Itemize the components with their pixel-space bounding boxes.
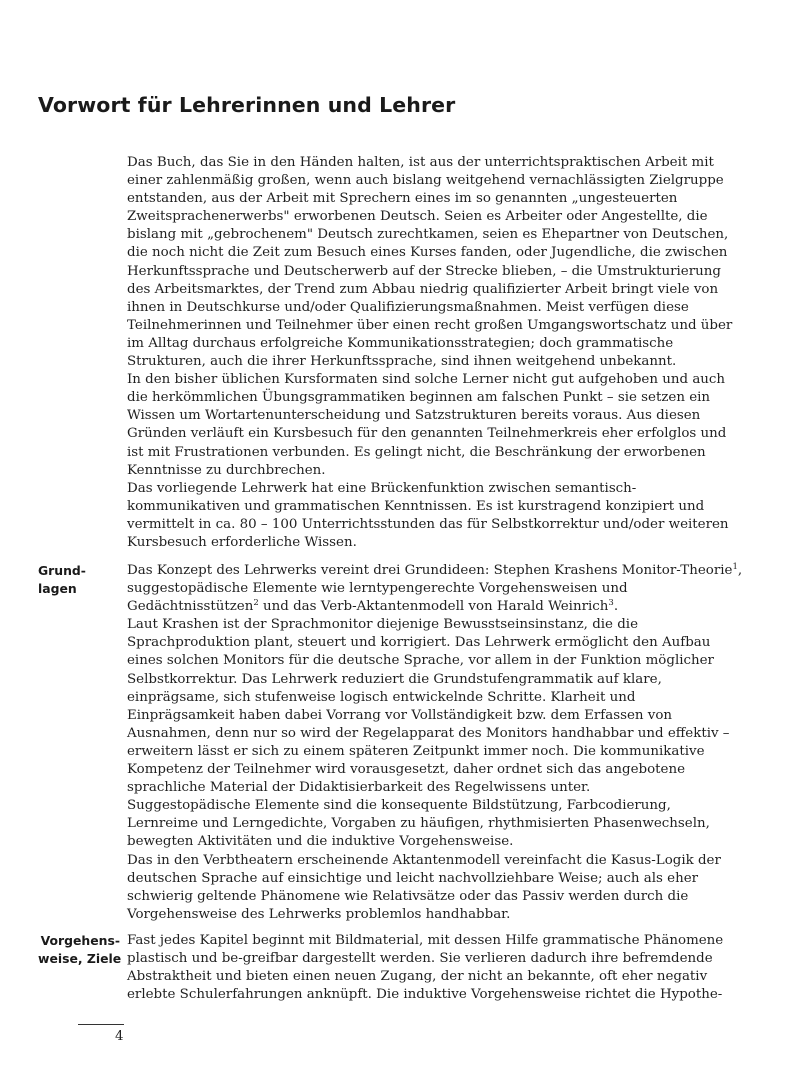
footnote-ref-2: 2 (253, 598, 259, 609)
intro-paragraph-3: Das vorliegende Lehrwerk hat eine Brückenfunktion zwischen semantisch-kommunikativen und grammatischen Kenntnissen. Es ist kurstragend konzipiert und vermittelt in ca. 80 – 100 Unterrichtsstunden das für Selbstkorrektur und/oder weiteren Kursbesuch erforderliche Wissen. (127, 480, 729, 550)
text-run: , suggestopädische Elemente wie lerntypengerechte Vorgehensweisen und Gedächtnisstützen (127, 563, 743, 615)
section-label-line: Grund- (38, 563, 86, 578)
grundlagen-section (127, 562, 743, 924)
section-label-grundlagen (38, 562, 122, 598)
footnote-ref-3: 3 (608, 598, 614, 609)
intro-paragraph-2: In den bisher üblichen Kursformaten sind solche Lerner nicht gut aufgehoben und auch die herkömmlichen Übungsgrammatiken beginnen am falschen Punkt – sie setzen ein Wissen um Wortartenunterscheidung und Satzstrukturen bereits voraus. Aus diesen Gründen verläuft ein Kursbesuch für den genannten Teilnehmerkreis eher erfolglos und ist mit Frustrationen verbunden. Es gelingt nicht, die Beschränkung der erworbenen Kenntnisse zu durchbrechen. (127, 372, 727, 478)
page-title: Vorwort für Lehrerinnen und Lehrer (38, 93, 456, 117)
grundlagen-paragraph-3: Suggestopädische Elemente sind die konsequente Bildstützung, Farbcodierung, Lernreime und Lerngedichte, Vorgaben zu häufigen, rhythmisierten Phasenwechseln, bewegten Aktivitäten und die induktive Vorgehensweise. (127, 798, 710, 850)
section-label-line: lagen (38, 581, 77, 597)
vorgehensweise-paragraph-1: Fast jedes Kapitel beginnt mit Bildmaterial, mit dessen Hilfe grammatische Phänomene plastisch und be-greifbar dargestellt werden. Sie verlieren dadurch ihre befremdende Abstraktheit und bieten einen neuen Zugang, der nicht an bekannte, oft eher negativ erlebte Schulerfahrungen anknüpft. Die induktive Vorgehensweise richtet die Hypothe- (127, 933, 724, 1003)
section-label-vorgehensweise (38, 932, 120, 968)
section-label-line: weise, Ziele (38, 951, 122, 967)
text-run: . (613, 599, 619, 615)
text-run: Das Konzept des Lehrwerks vereint drei Grundideen: Stephen Krashens Monitor-Theorie (127, 563, 733, 578)
section-label-line: Vorgehens- (40, 933, 120, 948)
intro-paragraph-1: Das Buch, das Sie in den Händen halten, ist aus der unterrichtspraktischen Arbeit mit einer zahlenmäßig großen, wenn auch bislang weitgehend vernachlässigten Zielgruppe entstanden, aus der Arbeit mit Sprechern eines im so genannten „ungesteuerten Zweitsprachenerwerbs" erworbenen Deutsch. Seien es Arbeiter oder Angestellte, die bislang mit „gebrochenem" Deutsch zurechtkamen, seien es Ehepartner von Deutschen, die noch nicht die Zeit zum Besuch eines Kurses fanden, oder Jugendliche, die zwischen Herkunftssprache und Deutscherwerb auf der Strecke blieben, – die Umstrukturierung des Arbeitsmarktes, der Trend zum Abbau niedrig qualifizierter Arbeit bringt viele von ihnen in Deutschkurse und/oder Qualifizierungsmaßnahmen. Meist verfügen diese Teilnehmerinnen und Teilnehmer über einen recht großen Umgangswortschatz und über im Alltag durchaus erfolgreiche Kommunikationsstrategien; doch grammatische Strukturen, auch die ihrer Herkunftssprache, sind ihnen weitgehend unbekannt. (127, 155, 733, 370)
grundlagen-paragraph-4: Das in den Verbtheatern erscheinende Aktantenmodell vereinfacht die Kasus-Logik der deutschen Sprache auf einsichtige und leicht nachvollziehbare Weise; auch als eher schwierig geltende Phänomene wie Relativsätze oder das Passiv werden durch die Vorgehensweise des Lehrwerks problemlos handhabbar. (127, 852, 721, 922)
vorgehensweise-section (127, 932, 743, 1004)
grundlagen-paragraph-1 (127, 562, 743, 616)
page-number: 4 (115, 1029, 124, 1044)
footer-rule (78, 1024, 124, 1025)
grundlagen-paragraph-2: Laut Krashen ist der Sprachmonitor diejenige Bewusstseinsinstanz, die die Sprachproduktion plant, steuert und korrigiert. Das Lehrwerk ermöglicht den Aufbau eines solchen Monitors für die deutsche Sprache, vor allem in der Funktion möglicher Selbstkorrektur. Das Lehrwerk reduziert die Grundstufengrammatik auf klare, einprägsame, sich stufenweise logisch entwickelnde Schritte. Klarheit und Einprägsamkeit haben dabei Vorrang vor Vollständigkeit bzw. dem Erfassen von Ausnahmen, denn nur so wird der Regelapparat des Monitors handhabbar und effektiv – erweitern lässt er sich zu einem späteren Zeitpunkt immer noch. Die kommunikative Kompetenz der Teilnehmer wird vorausgesetzt, daher ordnet sich das angebotene sprachliche Material der Didaktisierbarkeit des Regelwissens unter. (127, 617, 730, 796)
footnote-ref-1: 1 (732, 562, 738, 572)
text-run: und das Verb-Aktantenmodell von Harald Weinrich (258, 599, 609, 615)
intro-section (127, 154, 743, 552)
